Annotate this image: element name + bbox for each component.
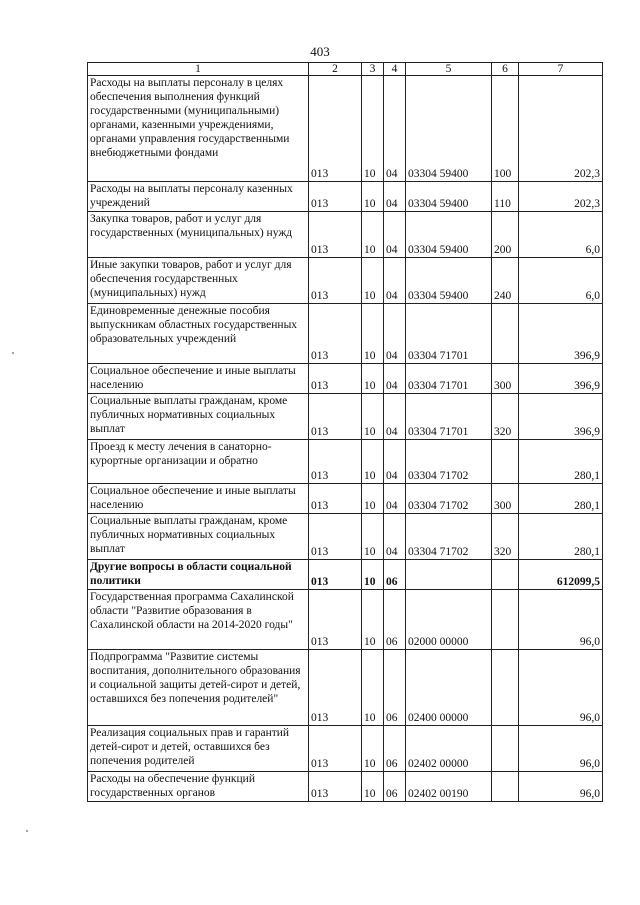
table-row bbox=[88, 484, 603, 514]
row-amount: 96,0 bbox=[519, 590, 603, 650]
header-col-4: 4 bbox=[384, 63, 406, 76]
row-target-article: 03304 59400 bbox=[406, 76, 492, 182]
row-name: Социальные выплаты гражданам, кроме публичных нормативных социальных выплат bbox=[88, 394, 309, 440]
scan-speck bbox=[12, 352, 14, 354]
row-ved-code: 013 bbox=[309, 590, 362, 650]
row-target-article: 02402 00190 bbox=[406, 772, 492, 802]
row-ved-code: 013 bbox=[309, 76, 362, 182]
row-target-article: 03304 71702 bbox=[406, 440, 492, 484]
row-name: Подпрограмма "Развитие системы воспитания, дополнительного образования и социальной защиты детей-сирот и детей, оставшихся без попечения родителей" bbox=[88, 650, 309, 726]
table-row bbox=[88, 304, 603, 364]
table-row bbox=[88, 514, 603, 560]
row-section-code: 10 bbox=[362, 212, 384, 258]
table-row bbox=[88, 364, 603, 394]
row-name: Иные закупки товаров, работ и услуг для обеспечения государственных (муниципальных) нужд bbox=[88, 258, 309, 304]
table-row bbox=[88, 212, 603, 258]
header-col-2: 2 bbox=[309, 63, 362, 76]
row-target-article: 03304 59400 bbox=[406, 212, 492, 258]
row-subsection-code: 04 bbox=[384, 364, 406, 394]
row-expense-type bbox=[492, 560, 519, 590]
row-section-code: 10 bbox=[362, 590, 384, 650]
row-name: Социальное обеспечение и иные выплаты населению bbox=[88, 484, 309, 514]
row-section-code: 10 bbox=[362, 394, 384, 440]
row-amount: 202,3 bbox=[519, 76, 603, 182]
row-expense-type bbox=[492, 650, 519, 726]
table-row bbox=[88, 772, 603, 802]
row-amount: 612099,5 bbox=[519, 560, 603, 590]
row-expense-type bbox=[492, 726, 519, 772]
row-subsection-code: 06 bbox=[384, 590, 406, 650]
budget-table bbox=[87, 62, 603, 802]
row-subsection-code: 04 bbox=[384, 514, 406, 560]
row-amount: 396,9 bbox=[519, 304, 603, 364]
row-expense-type: 320 bbox=[492, 514, 519, 560]
row-ved-code: 013 bbox=[309, 650, 362, 726]
scan-speck bbox=[26, 830, 28, 832]
row-section-code: 10 bbox=[362, 304, 384, 364]
row-name: Единовременные денежные пособия выпускникам областных государственных образовательных учреждений bbox=[88, 304, 309, 364]
header-col-1: 1 bbox=[88, 63, 309, 76]
table-row bbox=[88, 590, 603, 650]
row-ved-code: 013 bbox=[309, 726, 362, 772]
table-row bbox=[88, 440, 603, 484]
row-name: Закупка товаров, работ и услуг для государственных (муниципальных) нужд bbox=[88, 212, 309, 258]
row-target-article: 02402 00000 bbox=[406, 726, 492, 772]
row-subsection-code: 06 bbox=[384, 726, 406, 772]
row-section-code: 10 bbox=[362, 440, 384, 484]
row-section-code: 10 bbox=[362, 258, 384, 304]
row-expense-type: 240 bbox=[492, 258, 519, 304]
row-amount: 6,0 bbox=[519, 258, 603, 304]
row-ved-code: 013 bbox=[309, 484, 362, 514]
row-name: Расходы на выплаты персоналу казенных учреждений bbox=[88, 182, 309, 212]
table-row bbox=[88, 258, 603, 304]
row-ved-code: 013 bbox=[309, 258, 362, 304]
row-amount: 202,3 bbox=[519, 182, 603, 212]
row-expense-type bbox=[492, 590, 519, 650]
row-subsection-code: 04 bbox=[384, 212, 406, 258]
row-expense-type: 300 bbox=[492, 484, 519, 514]
row-expense-type bbox=[492, 440, 519, 484]
row-expense-type: 300 bbox=[492, 364, 519, 394]
row-expense-type bbox=[492, 304, 519, 364]
table-row bbox=[88, 76, 603, 182]
table-row bbox=[88, 394, 603, 440]
row-ved-code: 013 bbox=[309, 772, 362, 802]
row-subsection-code: 04 bbox=[384, 484, 406, 514]
row-target-article: 03304 59400 bbox=[406, 182, 492, 212]
row-amount: 280,1 bbox=[519, 440, 603, 484]
table-row bbox=[88, 650, 603, 726]
table-header bbox=[88, 63, 603, 76]
row-target-article: 03304 71702 bbox=[406, 514, 492, 560]
header-col-3: 3 bbox=[362, 63, 384, 76]
row-ved-code: 013 bbox=[309, 304, 362, 364]
table-row bbox=[88, 726, 603, 772]
row-amount: 396,9 bbox=[519, 394, 603, 440]
row-expense-type bbox=[492, 772, 519, 802]
page-number: 403 bbox=[310, 44, 330, 59]
row-ved-code: 013 bbox=[309, 514, 362, 560]
row-section-code: 10 bbox=[362, 76, 384, 182]
row-section-code: 10 bbox=[362, 364, 384, 394]
row-name: Расходы на обеспечение функций государственных органов bbox=[88, 772, 309, 802]
row-subsection-code: 06 bbox=[384, 650, 406, 726]
row-ved-code: 013 bbox=[309, 394, 362, 440]
row-ved-code: 013 bbox=[309, 212, 362, 258]
row-section-code: 10 bbox=[362, 650, 384, 726]
table-row bbox=[88, 560, 603, 590]
table-row bbox=[88, 182, 603, 212]
row-amount: 396,9 bbox=[519, 364, 603, 394]
row-amount: 280,1 bbox=[519, 484, 603, 514]
row-target-article bbox=[406, 560, 492, 590]
row-name: Расходы на выплаты персоналу в целях обеспечения выполнения функций государственными (муниципальными) органами, казенными учреждениями, органами управления государственными внебюджетными фондами bbox=[88, 76, 309, 182]
header-col-5: 5 bbox=[406, 63, 492, 76]
row-section-code: 10 bbox=[362, 772, 384, 802]
row-target-article: 03304 71701 bbox=[406, 394, 492, 440]
row-subsection-code: 04 bbox=[384, 182, 406, 212]
row-subsection-code: 04 bbox=[384, 394, 406, 440]
row-name: Социальное обеспечение и иные выплаты населению bbox=[88, 364, 309, 394]
row-ved-code: 013 bbox=[309, 560, 362, 590]
row-target-article: 03304 71701 bbox=[406, 364, 492, 394]
row-name: Социальные выплаты гражданам, кроме публичных нормативных социальных выплат bbox=[88, 514, 309, 560]
row-section-code: 10 bbox=[362, 484, 384, 514]
row-amount: 280,1 bbox=[519, 514, 603, 560]
row-target-article: 02000 00000 bbox=[406, 590, 492, 650]
row-expense-type: 100 bbox=[492, 76, 519, 182]
row-name: Проезд к месту лечения в санаторно-курортные организации и обратно bbox=[88, 440, 309, 484]
row-name: Государственная программа Сахалинской области "Развитие образования в Сахалинской области на 2014-2020 годы" bbox=[88, 590, 309, 650]
row-amount: 96,0 bbox=[519, 726, 603, 772]
row-subsection-code: 04 bbox=[384, 258, 406, 304]
row-section-code: 10 bbox=[362, 560, 384, 590]
row-section-code: 10 bbox=[362, 182, 384, 212]
row-section-code: 10 bbox=[362, 514, 384, 560]
row-target-article: 03304 71701 bbox=[406, 304, 492, 364]
row-amount: 96,0 bbox=[519, 650, 603, 726]
row-target-article: 03304 71702 bbox=[406, 484, 492, 514]
row-expense-type: 200 bbox=[492, 212, 519, 258]
table-body bbox=[88, 76, 603, 802]
row-target-article: 03304 59400 bbox=[406, 258, 492, 304]
row-amount: 6,0 bbox=[519, 212, 603, 258]
row-subsection-code: 06 bbox=[384, 772, 406, 802]
header-row bbox=[88, 63, 603, 76]
row-ved-code: 013 bbox=[309, 364, 362, 394]
row-target-article: 02400 00000 bbox=[406, 650, 492, 726]
row-name: Реализация социальных прав и гарантий детей-сирот и детей, оставшихся без попечения родителей bbox=[88, 726, 309, 772]
row-subsection-code: 04 bbox=[384, 304, 406, 364]
row-expense-type: 110 bbox=[492, 182, 519, 212]
row-ved-code: 013 bbox=[309, 182, 362, 212]
header-col-7: 7 bbox=[519, 63, 603, 76]
row-name: Другие вопросы в области социальной политики bbox=[88, 560, 309, 590]
row-amount: 96,0 bbox=[519, 772, 603, 802]
row-section-code: 10 bbox=[362, 726, 384, 772]
header-col-6: 6 bbox=[492, 63, 519, 76]
row-subsection-code: 06 bbox=[384, 560, 406, 590]
row-ved-code: 013 bbox=[309, 440, 362, 484]
row-subsection-code: 04 bbox=[384, 440, 406, 484]
row-expense-type: 320 bbox=[492, 394, 519, 440]
row-subsection-code: 04 bbox=[384, 76, 406, 182]
